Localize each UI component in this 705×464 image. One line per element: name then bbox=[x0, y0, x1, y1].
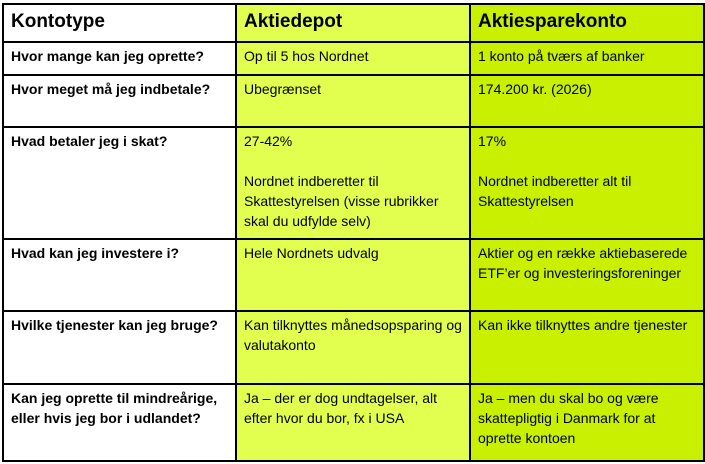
header-aktiedepot: Aktiedepot bbox=[236, 4, 470, 42]
header-aktiesparekonto: Aktiesparekonto bbox=[470, 4, 704, 42]
header-row bbox=[3, 4, 704, 42]
cell-text: Hele Nordnets udvalg bbox=[244, 245, 379, 261]
cell-text: 17% bbox=[478, 133, 507, 149]
paragraph-gap bbox=[478, 151, 697, 171]
cell-text: Ubegrænset bbox=[244, 81, 322, 97]
row-aktiedepot-value bbox=[236, 42, 470, 75]
cell-text: 27-42% bbox=[244, 133, 293, 149]
table-row bbox=[3, 127, 704, 239]
row-aktiesparekonto-value bbox=[470, 239, 704, 311]
cell-text: Kan ikke tilknyttes andre tjenester bbox=[478, 317, 688, 333]
comparison-table bbox=[2, 3, 705, 462]
row-aktiesparekonto-value bbox=[470, 75, 704, 127]
row-question: Kan jeg oprette til mindreårige, eller hvis jeg bor i udlandet? bbox=[3, 384, 236, 461]
row-question: Hvad betaler jeg i skat? bbox=[3, 127, 236, 239]
cell-text: Ja – der er dog undtagelser, alt efter hvor du bor, fx i USA bbox=[244, 390, 438, 426]
row-question: Hvor meget må jeg indbetale? bbox=[3, 75, 236, 127]
row-aktiedepot-value bbox=[236, 384, 470, 461]
cell-text: Nordnet indberetter til Skattestyrelsen (visse rubrikker skal du udfylde selv) bbox=[244, 173, 439, 229]
table-row bbox=[3, 239, 704, 311]
paragraph-gap bbox=[244, 151, 463, 171]
row-aktiedepot-value bbox=[236, 127, 470, 239]
row-aktiesparekonto-value bbox=[470, 127, 704, 239]
row-aktiedepot-value bbox=[236, 311, 470, 384]
cell-text: 1 konto på tværs af banker bbox=[478, 48, 645, 64]
cell-text: Op til 5 hos Nordnet bbox=[244, 48, 369, 64]
row-aktiesparekonto-value bbox=[470, 42, 704, 75]
cell-text: Aktier og en række aktiebaserede ETF’er og investeringsforeninger bbox=[478, 245, 688, 281]
row-question: Hvad kan jeg investere i? bbox=[3, 239, 236, 311]
table-row bbox=[3, 42, 704, 75]
cell-text: Ja – men du skal bo og være skattepligtig i Danmark for at oprette kontoen bbox=[478, 390, 659, 446]
table-row bbox=[3, 384, 704, 461]
row-aktiedepot-value bbox=[236, 75, 470, 127]
row-aktiedepot-value bbox=[236, 239, 470, 311]
cell-text: Kan tilknyttes månedsopsparing og valutakonto bbox=[244, 317, 462, 353]
header-kontotype: Kontotype bbox=[3, 4, 236, 42]
row-question: Hvor mange kan jeg oprette? bbox=[3, 42, 236, 75]
table-row bbox=[3, 75, 704, 127]
row-question: Hvilke tjenester kan jeg bruge? bbox=[3, 311, 236, 384]
row-aktiesparekonto-value bbox=[470, 311, 704, 384]
table-row bbox=[3, 311, 704, 384]
cell-text: 174.200 kr. (2026) bbox=[478, 81, 592, 97]
row-aktiesparekonto-value bbox=[470, 384, 704, 461]
cell-text: Nordnet indberetter alt til Skattestyrelsen bbox=[478, 173, 632, 209]
